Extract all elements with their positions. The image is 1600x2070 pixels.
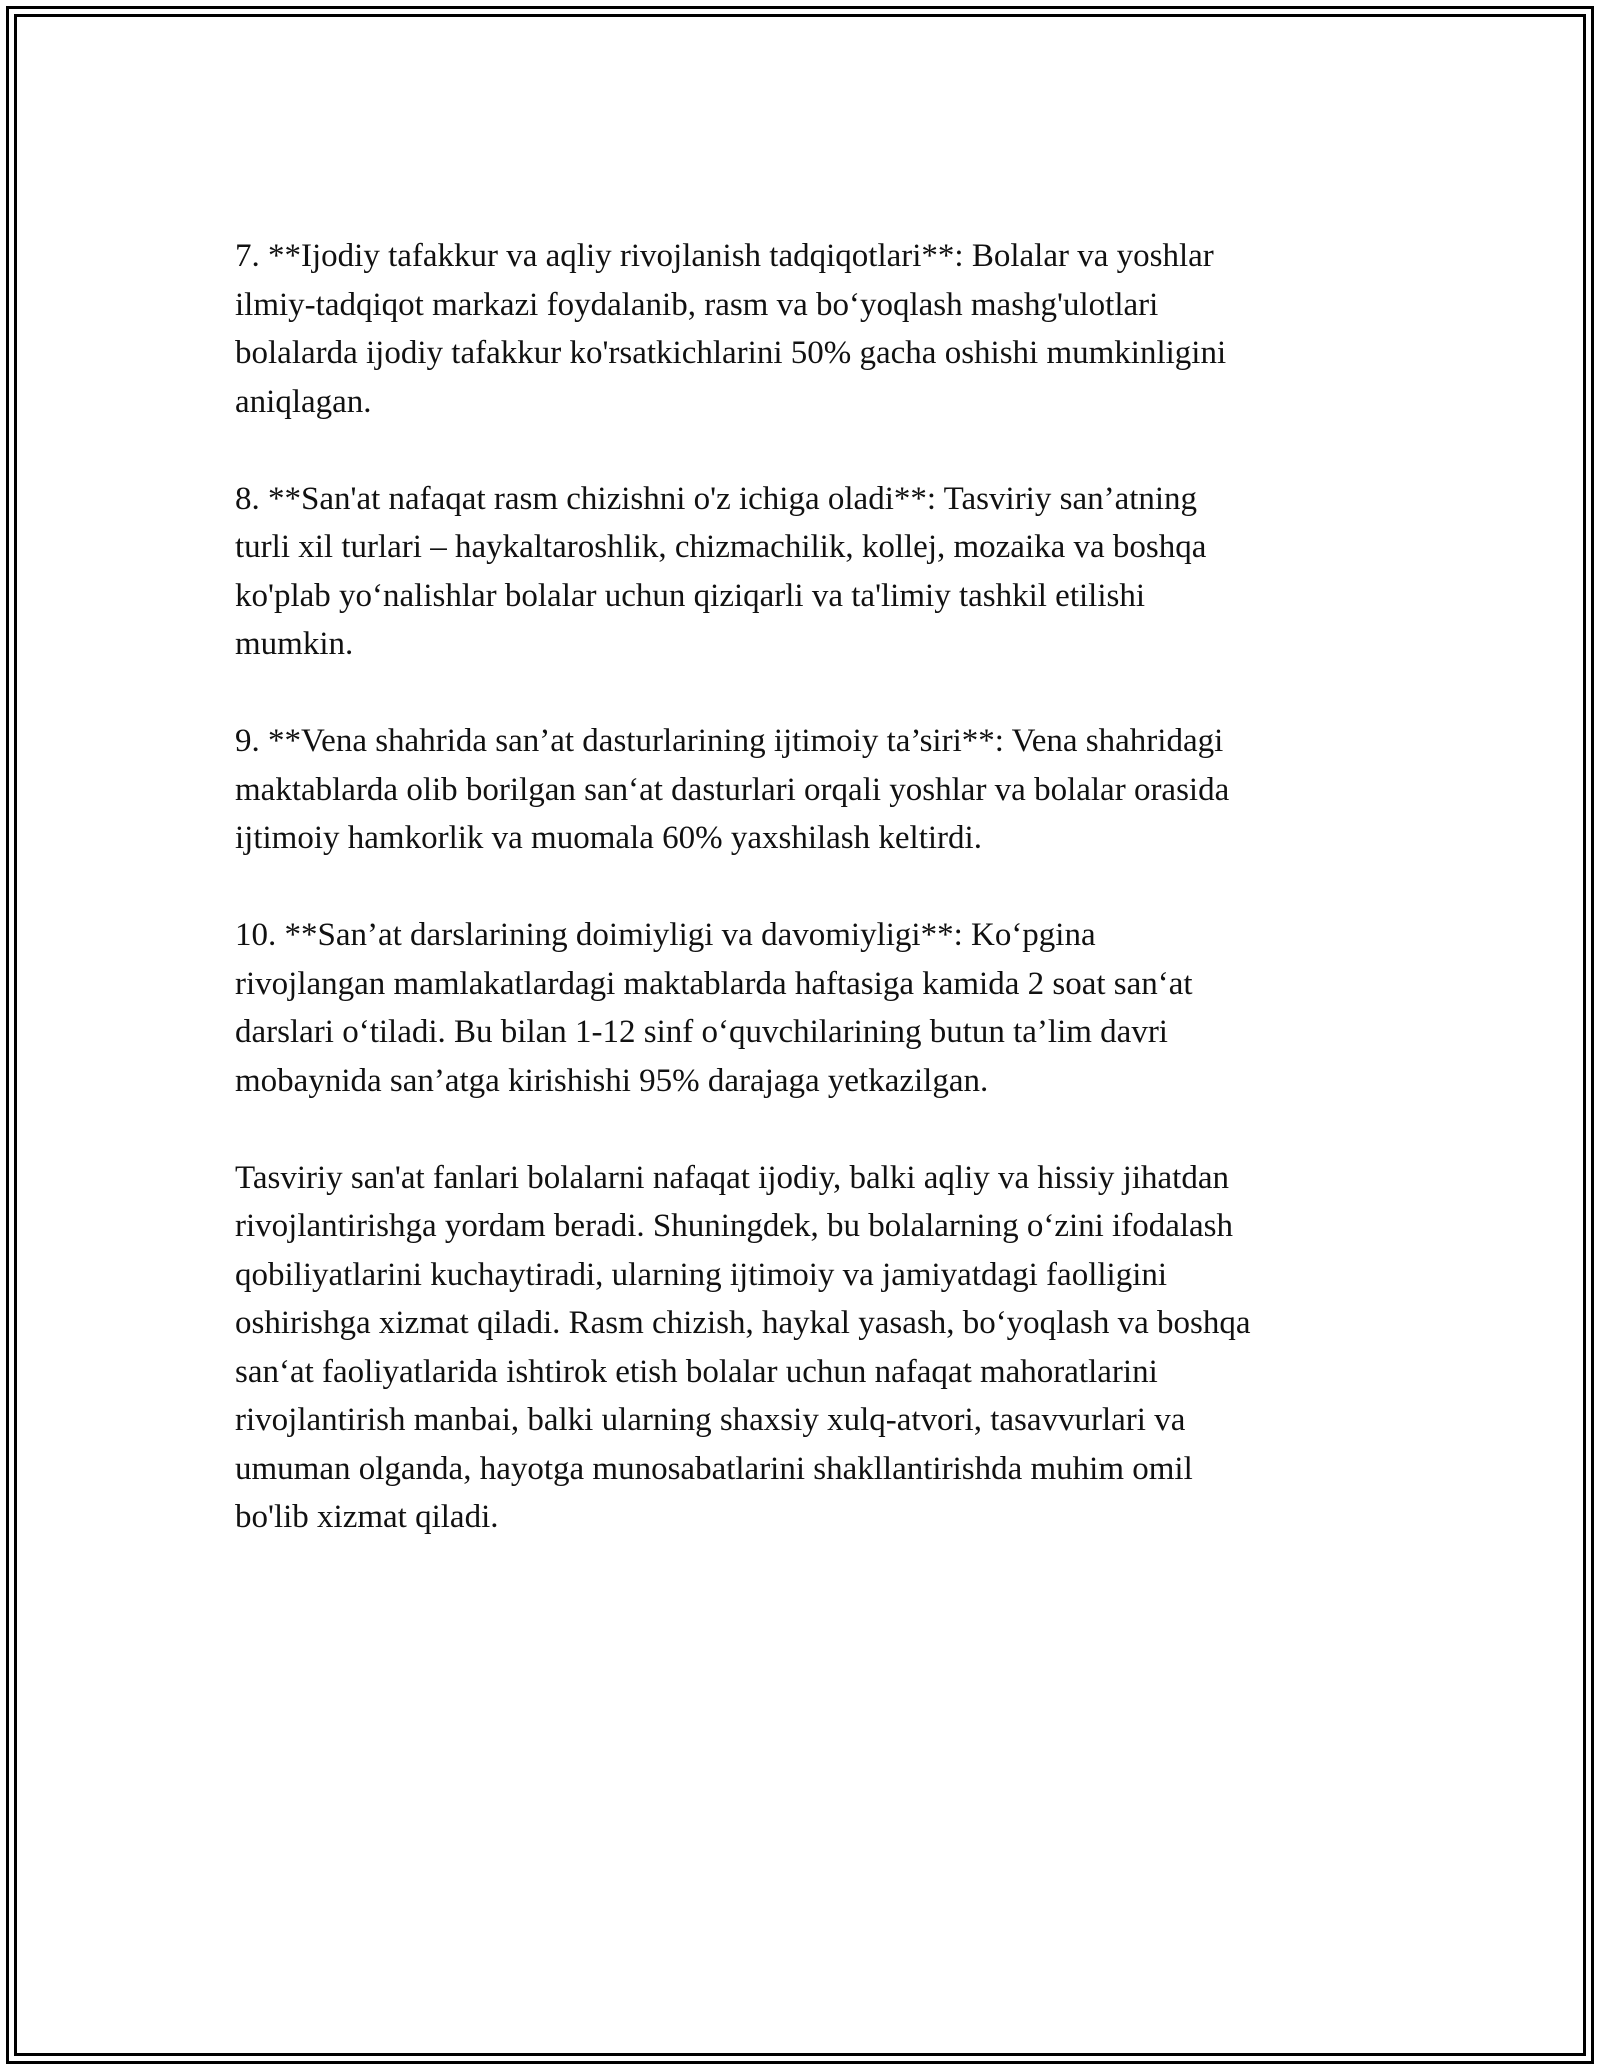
paragraph-item-7: 7. **Ijodiy tafakkur va aqliy rivojlanish tadqiqotlari**: Bolalar va yoshlar ilmiy-tadqiqot markazi foydalanib, rasm va bo‘yoqlash mashg'ulotlari bolalarda ijodiy tafakkur ko'rsatkichlarini 50% gacha oshishi mumkinligini aniqlagan. — [235, 238, 1227, 420]
paragraph-conclusion: Tasviriy san'at fanlari bolalarni nafaqat ijodiy, balki aqliy va hissiy jihatdan rivojlantirishga yordam beradi. Shuningdek, bu bolalarning o‘zini ifodalash qobiliyatlarini kuchaytiradi, ularning ijtimoiy va jamiyatdagi faolligini oshirishga xizmat qiladi. Rasm chizish, haykal yasash, bo‘yoqlash va boshqa san‘at faoliyatlarida ishtirok etish bolalar uchun nafaqat mahoratlarini rivojlantirish manbai, balki ularning shaxsiy xulq-atvori, tasavvurlari va umuman olganda, hayotga munosabatlarini shakllantirishda muhim omil bo'lib xizmat qiladi. — [235, 1159, 1251, 1535]
paragraph-item-8: 8. **San'at nafaqat rasm chizishni o'z ichiga oladi**: Tasviriy san’atning turli xil turlari – haykaltaroshlik, chizmachilik, kollej, mozaika va boshqa ko'plab yo‘nalishlar bolalar uchun qiziqarli va ta'limiy tashkil etilishi mumkin. — [235, 480, 1207, 662]
paragraph-item-9: 9. **Vena shahrida san’at dasturlarining ijtimoiy ta’siri**: Vena shahridagi maktablarda olib borilgan san‘at dasturlari orqali yoshlar va bolalar orasida ijtimoiy hamkorlik va muomala 60% yaxshilash keltirdi. — [235, 723, 1230, 856]
document-body — [235, 232, 1370, 1590]
paragraph-item-10: 10. **San’at darslarining doimiyligi va davomiyligi**: Ko‘pgina rivojlangan mamlakatlardagi maktablarda haftasiga kamida 2 soat san‘at darslari o‘tiladi. Bu bilan 1-12 sinf o‘quvchilarining butun ta’lim davri mobaynida san’atga kirishishi 95% darajaga yetkazilgan. — [235, 917, 1193, 1099]
